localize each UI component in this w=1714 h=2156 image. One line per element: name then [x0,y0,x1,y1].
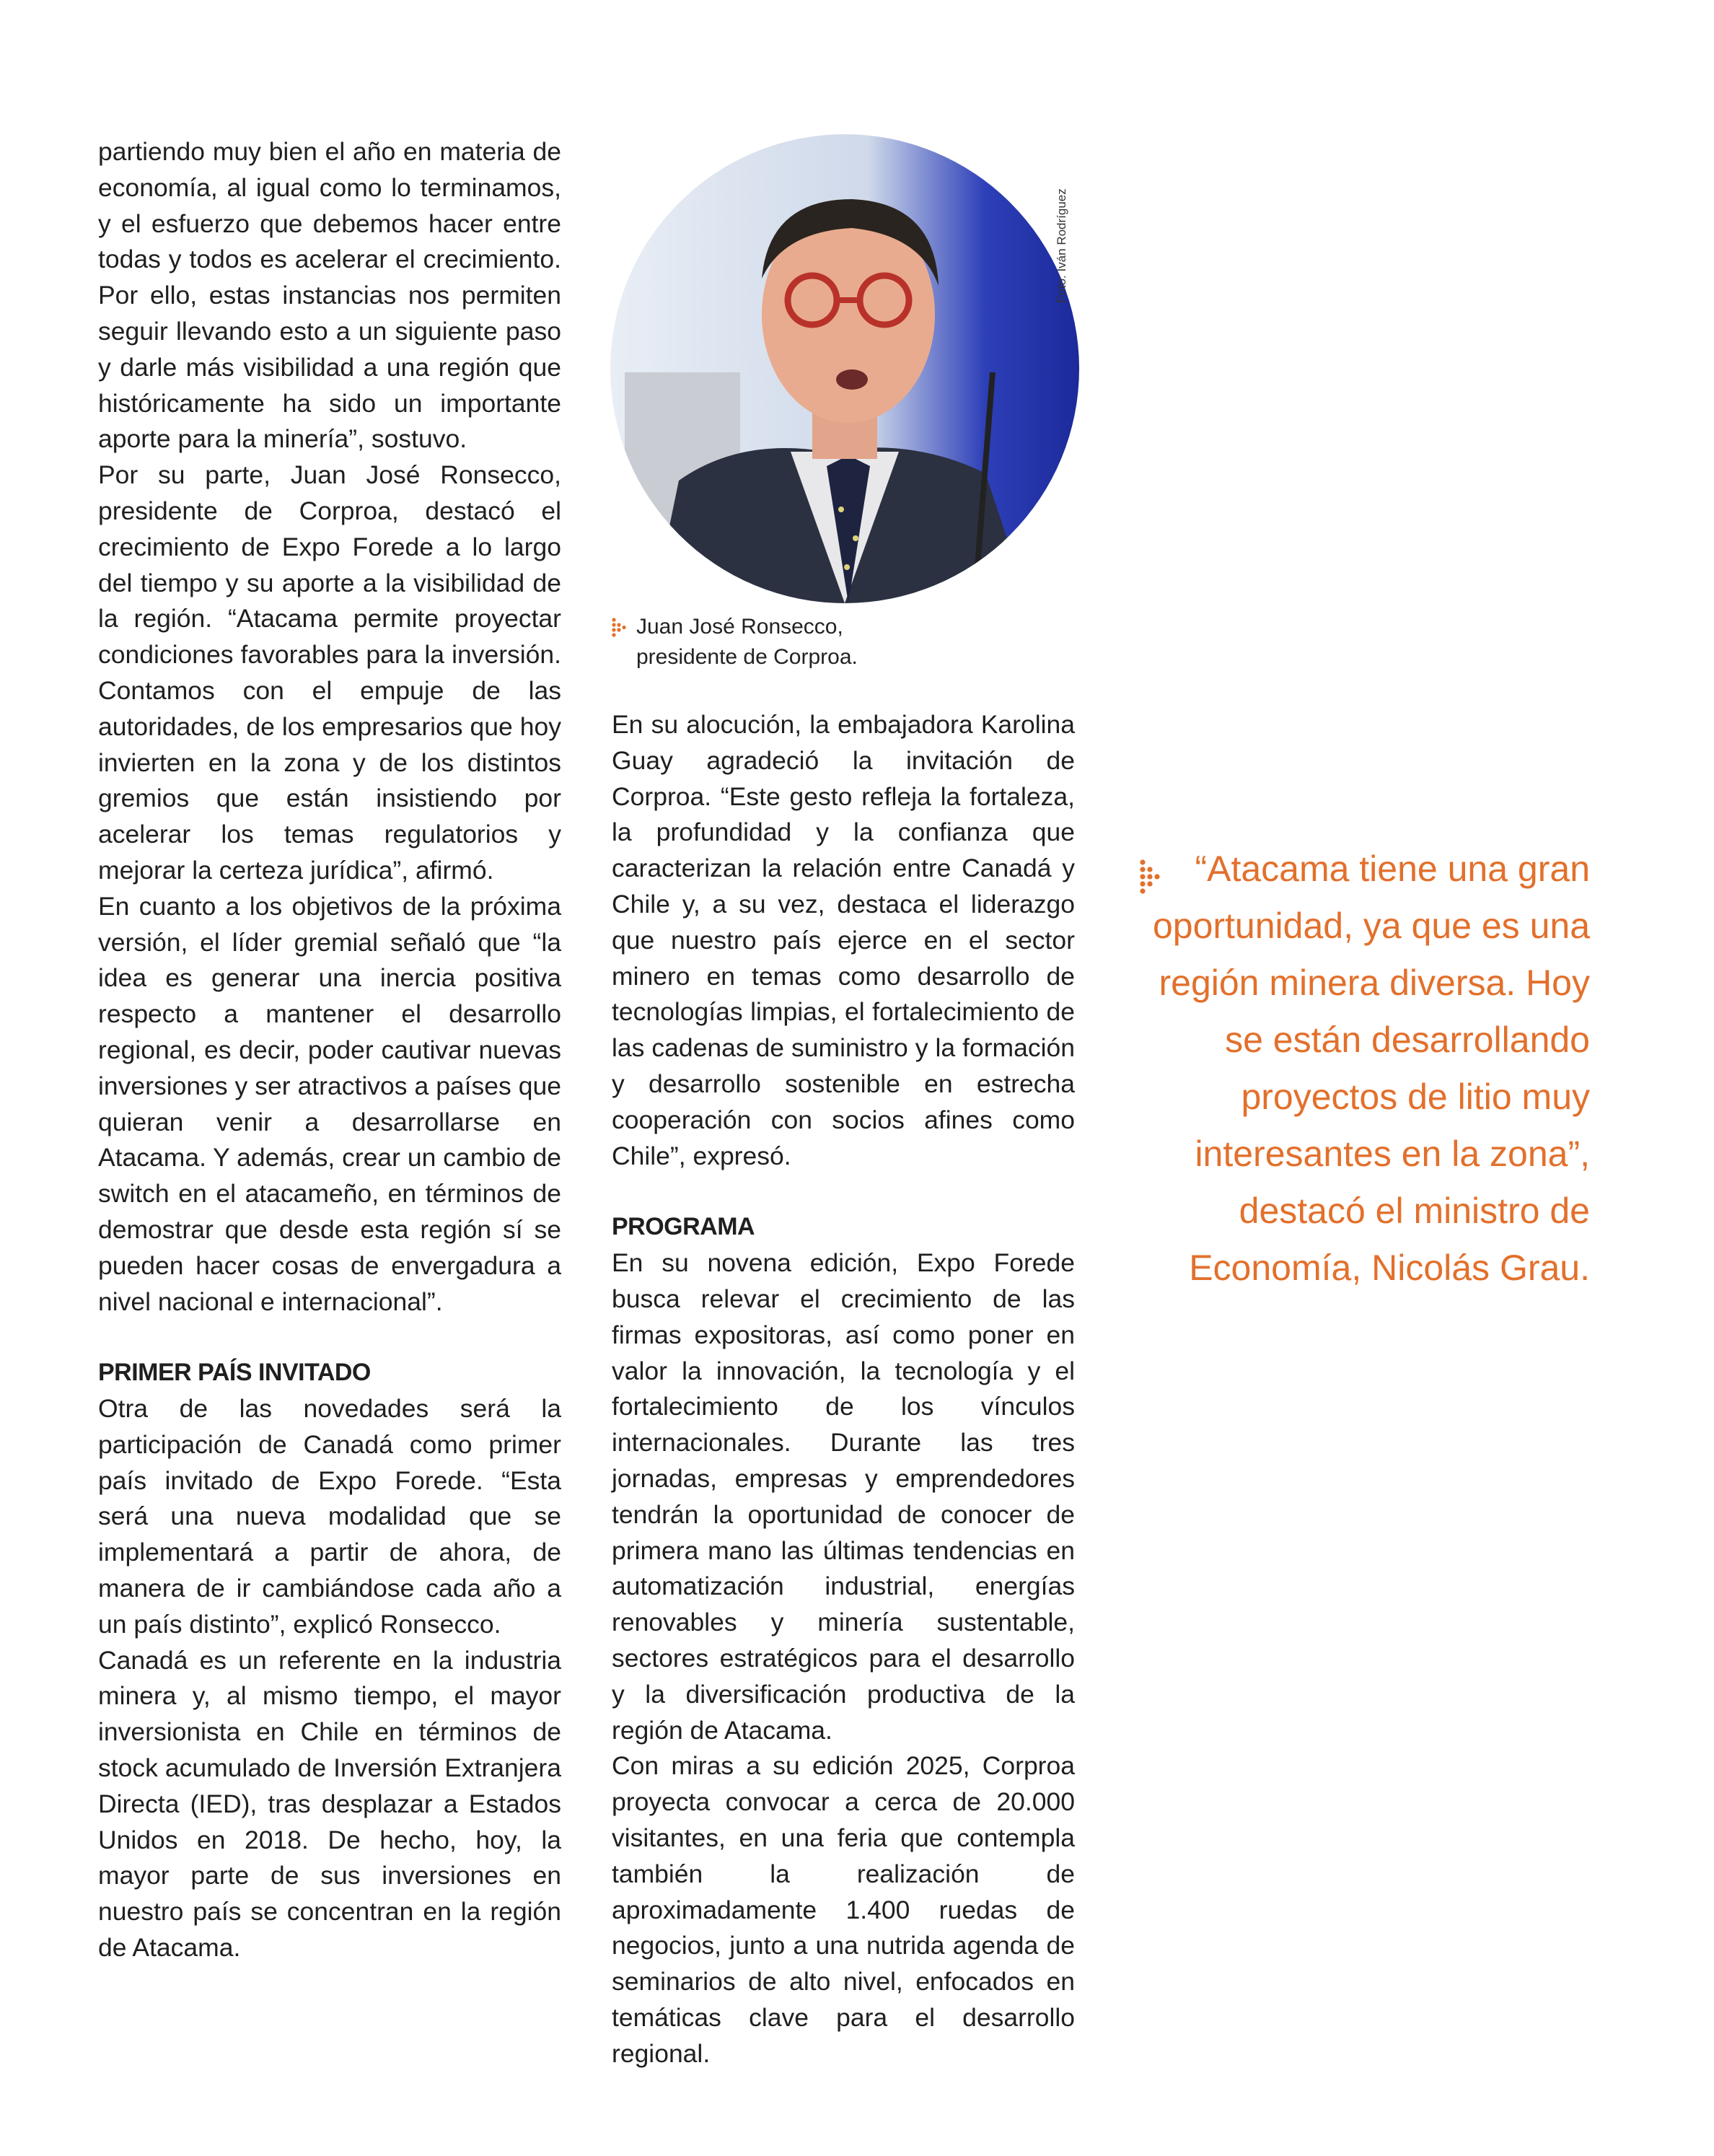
quote-dots-icon [1140,854,1161,911]
pull-quote-text: “Atacama tiene una gran oportunidad, ya que es una región minera diversa. Hoy se están desarrollando proyectos de litio muy interesantes en la zona”, destacó el ministro de Economía, Nicolás Grau. [1152,849,1590,1288]
paragraph: Con miras a su edición 2025, Corproa proyecta convocar a cerca de 20.000 visitantes, en una feria que contempla también la realización de aproximadamente 1.400 ruedas de negocios, junto a una nutrida agenda de seminarios de alto nivel, enfocados en temáticas clave para el desarrollo regional. [612,1751,1075,2068]
paragraph: Por su parte, Juan José Ronsecco, presidente de Corproa, destacó el crecimiento de Expo Forede a lo largo del tiempo y su aporte a la visibilidad de la región. “Atacama permite proyectar condiciones favorables para la inversión. Contamos con el empuje de las autoridades, de los empresarios que hoy invierten en la zona y de los distintos gremios que están insistiendo por acelerar los temas regulatorios y mejorar la certeza jurídica”, afirmó. [98,460,561,885]
paragraph: Canadá es un referente en la industria minera y, al mismo tiempo, el mayor inversionista en Chile en términos de stock acumulado de Inversión Extranjera Directa (IED), tras desplazar a Estados Unidos en 2018. De hecho, hoy, la mayor parte de sus inversiones en nuestro país se concentran en la región de Atacama. [98,1645,561,1963]
photo-caption [612,612,922,672]
paragraph: En su novena edición, Expo Forede busca relevar el crecimiento de las firmas expositoras, así como poner en valor la innovación, la tecnología y el fortalecimiento de los vínculos internacionales. Durante las tres jornadas, empresas y emprendedores tendrán la oportunidad de conocer de primera mano las últimas tendencias en automatización industrial, energías renovables y minería sustentable, sectores estratégicos para el desarrollo y la diversificación productiva de la región de Atacama. [612,1248,1075,1745]
photo-credit: Foto: Iván Rodríguez [1055,188,1068,303]
caption-line: Juan José Ronsecco, [636,615,843,639]
paragraph: En su alocución, la embajadora Karolina Guay agradeció la invitación de Corproa. “Este gesto refleja la fortaleza, la profundidad y la confianza que caracterizan la relación entre Canadá y Chile y, a su vez, destaca el liderazgo que nuestro país ejerce en el sector minero en temas como desarrollo de tecnologías limpias, el fortalecimiento de las cadenas de suministro y la formación y desarrollo sostenible en estrecha cooperación con socios afines como Chile”, expresó. [612,710,1075,1170]
pull-quote [1134,841,1590,1297]
caption-line: presidente de Corproa. [636,645,858,669]
section-heading-primer-pais: PRIMER PAÍS INVITADO [98,1359,371,1387]
paragraph: En cuanto a los objetivos de la próxima versión, el líder gremial señaló que “la idea es generar una inercia positiva respecto a mantener el desarrollo regional, es decir, poder cautivar nuevas inversiones y ser atractivos a países que quieran venir a desarrollarse en Atacama. Y además, crear un cambio de switch en el atacameño, en términos de demostrar que desde esta región sí se pueden hacer cosas de envergadura a nivel nacional e internacional”. [98,891,561,1316]
paragraph: Otra de las novedades será la participación de Canadá como primer país invitado de Expo Forede. “Esta será una nueva modalidad que se implementará a partir de ahora, de manera de ir cambiándose cada año a un país distinto”, explicó Ronsecco. [98,1394,561,1639]
article-column-1 [98,134,561,1966]
paragraph: partiendo muy bien el año en materia de economía, al igual como lo terminamos, y el esfuerzo que debemos hacer entre todas y todos es acelerar el crecimiento. Por ello, estas instancias nos permiten seguir llevando esto a un siguiente paso y darle más visibilidad a una región que históricamente ha sido un importante aporte para la minería”, sostuvo. [98,137,561,454]
speaker-photo [610,134,1079,603]
bullet-dots-icon [612,618,628,648]
article-column-2 [612,707,1075,2072]
section-heading-programa: PROGRAMA [612,1213,755,1241]
portrait-illustration [610,134,1079,603]
